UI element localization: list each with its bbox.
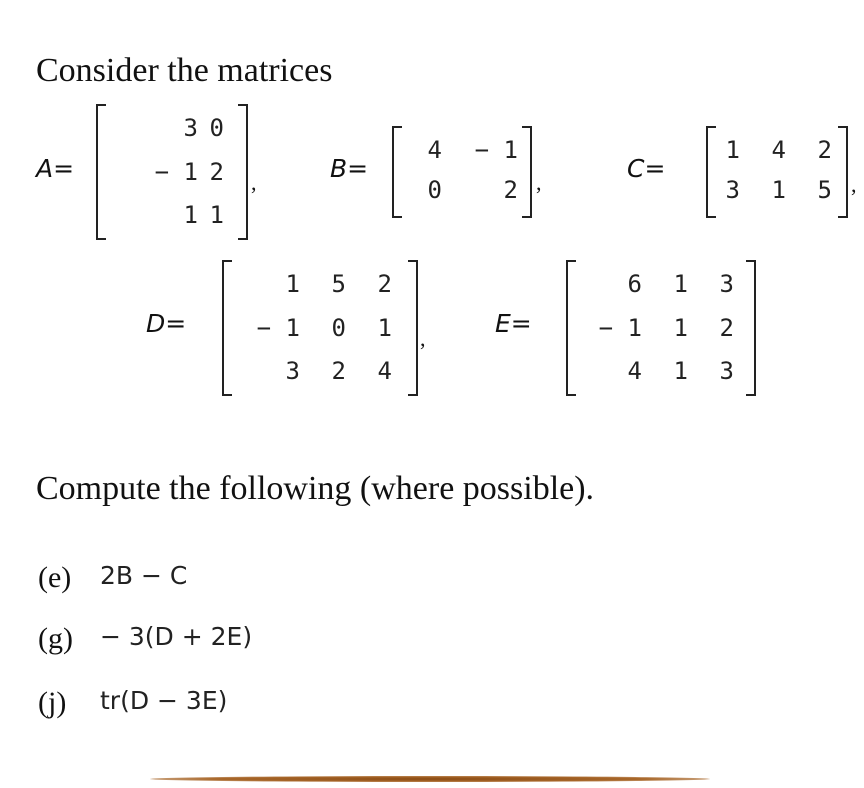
- matrix-d-cell: 1: [377, 314, 392, 342]
- item-label: (e): [38, 561, 72, 594]
- matrix-a-cell: 1: [209, 201, 224, 229]
- bracket-left: [222, 260, 232, 396]
- matrix-e-cell: 3: [719, 270, 734, 298]
- matrix-e-cell: 4: [627, 357, 642, 385]
- matrix-e-cell: 6: [627, 270, 642, 298]
- item-label: (g): [38, 622, 73, 655]
- matrix-d-cell: 0: [331, 314, 346, 342]
- matrix-e-label: E=: [495, 309, 532, 338]
- bracket-right: [238, 104, 248, 240]
- matrix-d-cell: 3: [285, 357, 300, 385]
- matrix-c-comma: ,: [851, 172, 857, 197]
- matrix-d-comma: ,: [420, 326, 426, 351]
- item-expression: tr(D − 3E): [100, 686, 228, 715]
- matrix-d-label: D=: [146, 309, 187, 338]
- matrix-d-cell: 1: [285, 270, 300, 298]
- matrix-e-cell: 1: [673, 270, 688, 298]
- matrix-e-cell: 1: [673, 314, 688, 342]
- matrix-a-cell: − 1: [154, 158, 198, 186]
- matrix-c-label: C=: [627, 154, 666, 183]
- bracket-left: [392, 126, 402, 218]
- matrix-b-cell: − 1: [474, 136, 518, 164]
- matrix-b-label: B=: [330, 154, 369, 183]
- intro-text: Consider the matrices: [36, 52, 333, 89]
- bracket-right: [408, 260, 418, 396]
- matrix-a-comma: ,: [251, 170, 257, 195]
- matrix-d-cell: 2: [377, 270, 392, 298]
- matrix-e-cell: 3: [719, 357, 734, 385]
- bracket-right: [746, 260, 756, 396]
- bracket-left: [566, 260, 576, 396]
- matrix-d-cell: 2: [331, 357, 346, 385]
- item-expression: 2B − C: [100, 561, 188, 590]
- matrix-a-cell: 3: [183, 114, 198, 142]
- bottom-divider: [150, 776, 710, 782]
- matrix-c-cell: 4: [771, 136, 786, 164]
- matrix-d: [222, 260, 418, 396]
- matrix-c-cell: 1: [771, 176, 786, 204]
- instruction-text: Compute the following (where possible).: [36, 470, 595, 507]
- bracket-right: [838, 126, 848, 218]
- bracket-left: [706, 126, 716, 218]
- matrix-d-cell: 5: [331, 270, 346, 298]
- matrix-a-label: A=: [36, 154, 75, 183]
- item-expression: − 3(D + 2E): [100, 622, 253, 651]
- matrix-a: [96, 104, 248, 240]
- matrix-e-cell: 2: [719, 314, 734, 342]
- matrix-d-cell: 4: [377, 357, 392, 385]
- matrix-c: [706, 126, 848, 218]
- matrix-b-cell: 4: [427, 136, 442, 164]
- matrix-b: [392, 126, 532, 218]
- matrix-d-cell: − 1: [256, 314, 300, 342]
- matrix-a-cell: 2: [209, 158, 224, 186]
- item-label: (j): [38, 686, 67, 719]
- matrix-e-cell: − 1: [598, 314, 642, 342]
- matrix-c-cell: 1: [725, 136, 740, 164]
- matrix-c-cell: 5: [817, 176, 832, 204]
- matrix-b-cell: 0: [427, 176, 442, 204]
- matrix-c-cell: 3: [725, 176, 740, 204]
- matrix-b-cell: 2: [503, 176, 518, 204]
- matrix-a-cell: 1: [183, 201, 198, 229]
- matrix-c-cell: 2: [817, 136, 832, 164]
- matrix-a-cell: 0: [209, 114, 224, 142]
- matrix-e-cell: 1: [673, 357, 688, 385]
- matrix-e: [566, 260, 756, 396]
- bracket-right: [522, 126, 532, 218]
- matrix-b-comma: ,: [536, 170, 542, 195]
- bracket-left: [96, 104, 106, 240]
